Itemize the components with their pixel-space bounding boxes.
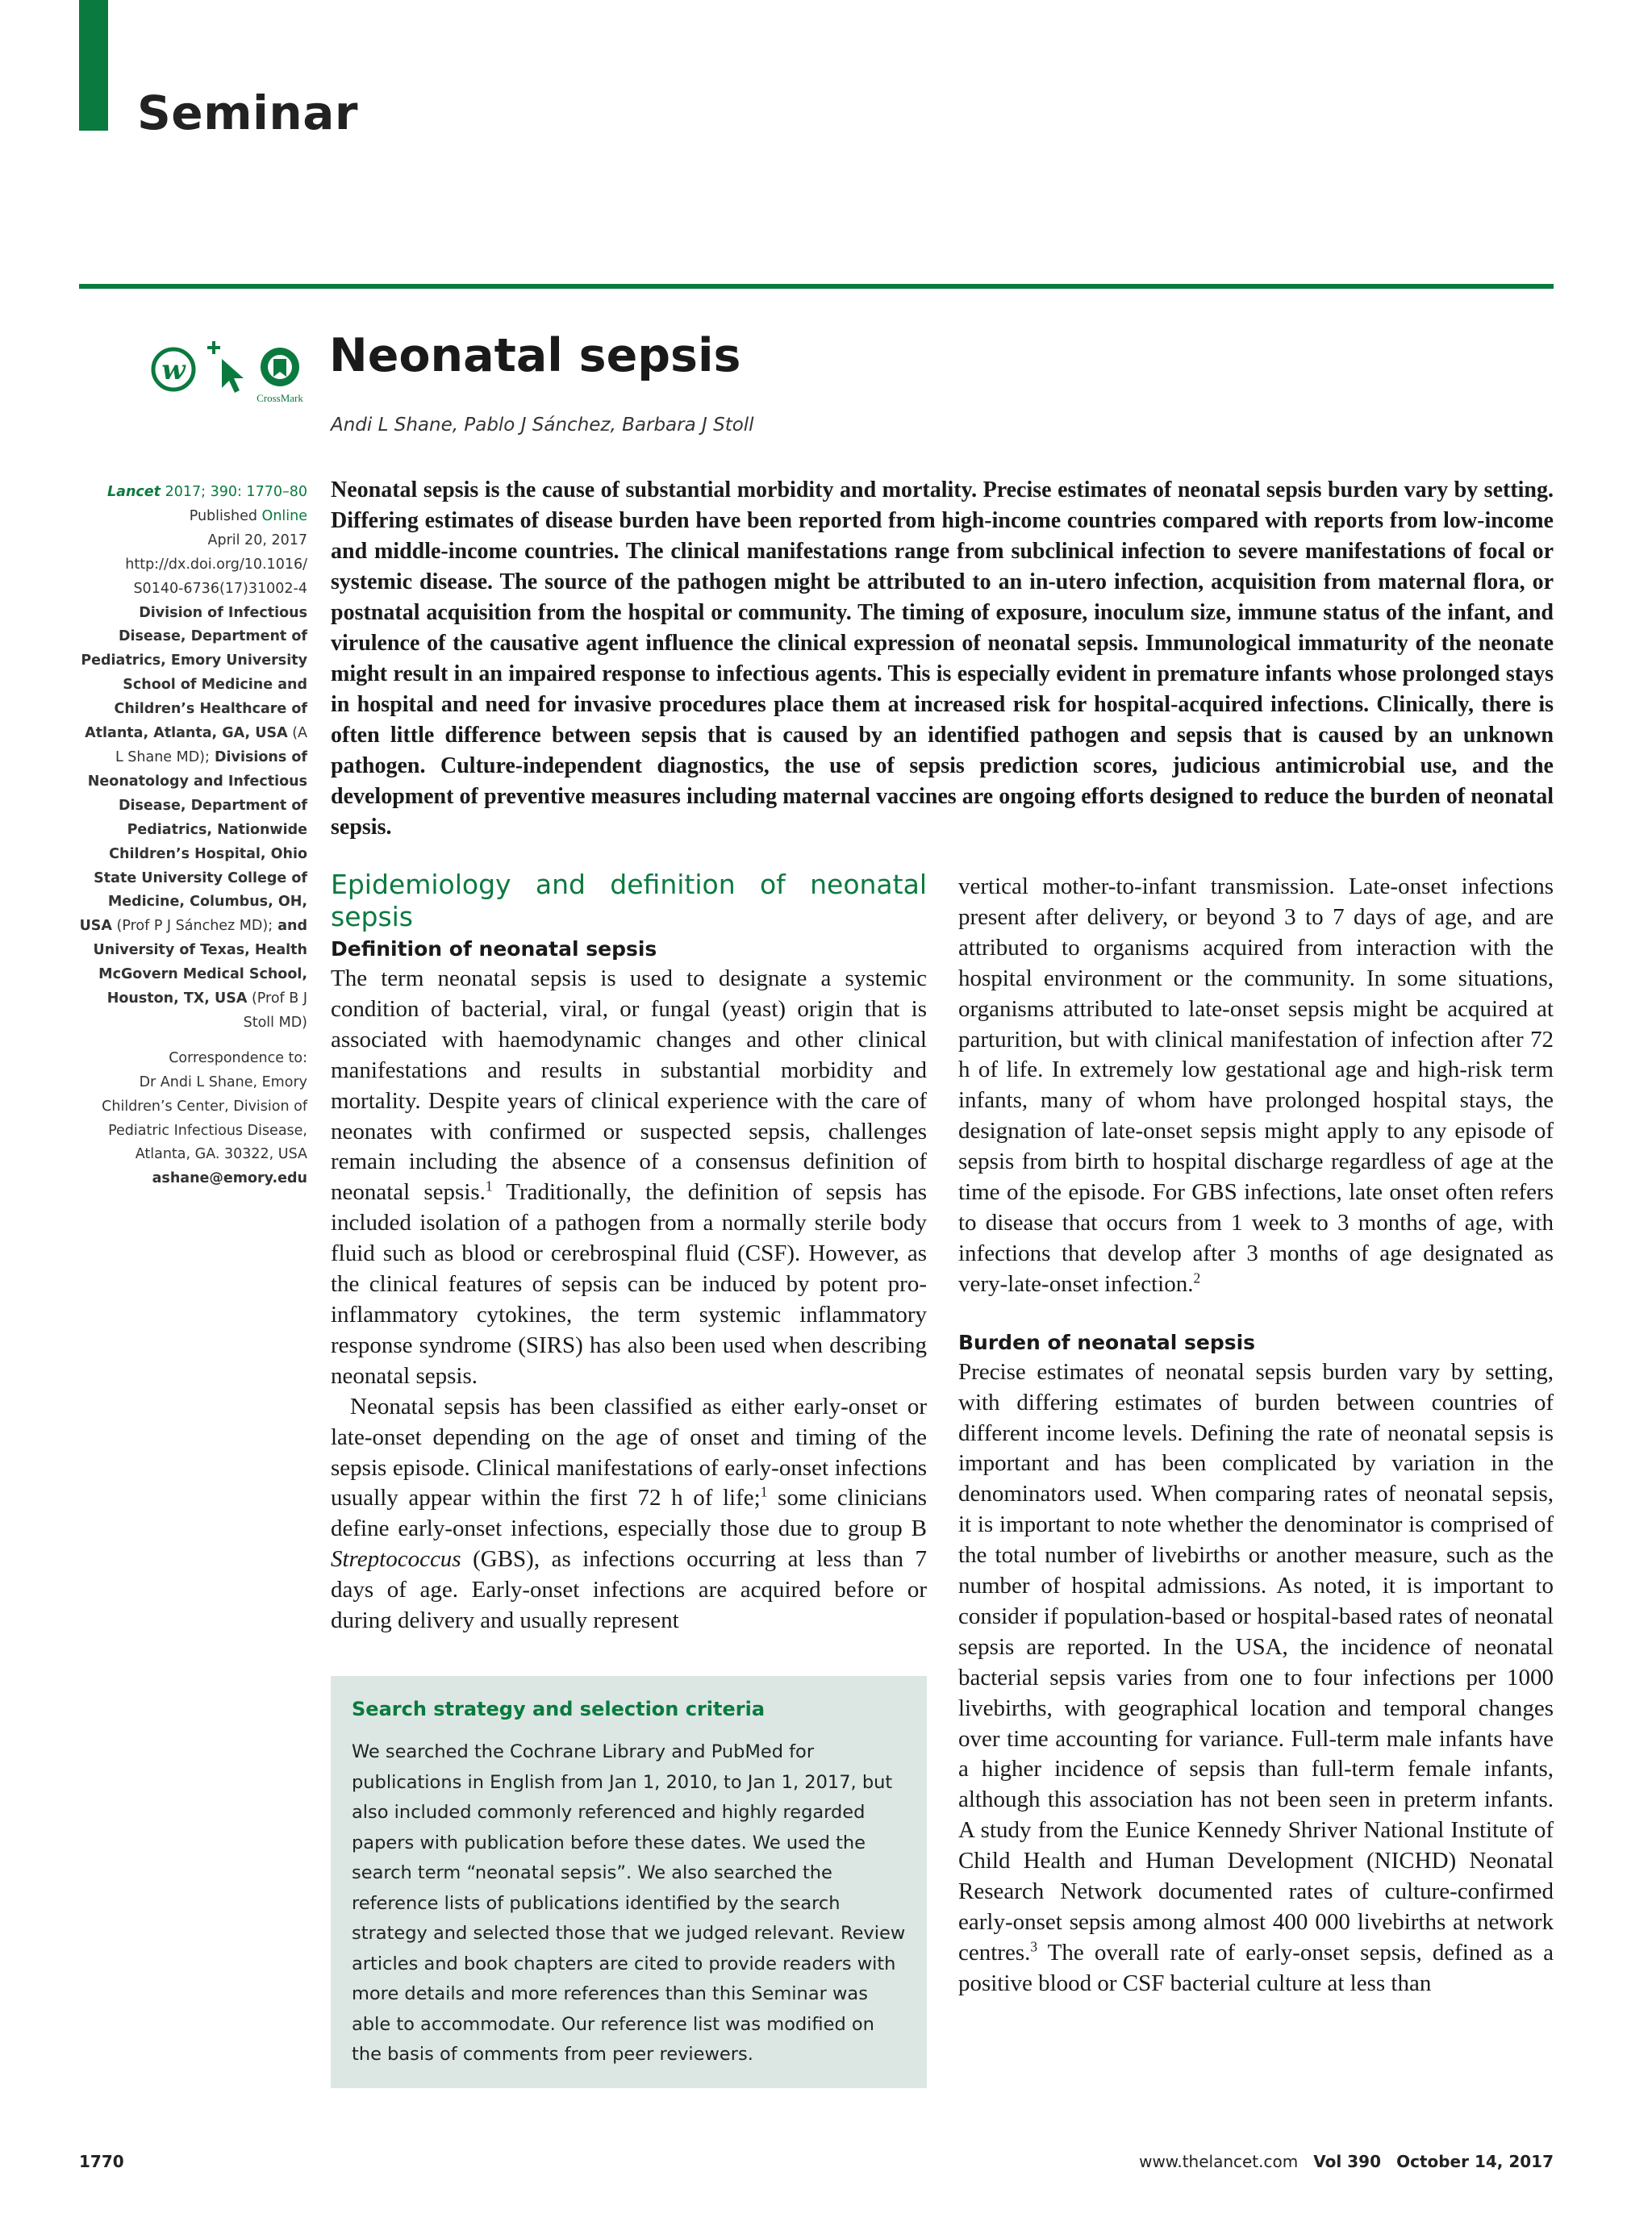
paragraph-classification: [331, 1392, 927, 1636]
italic-term: Streptococcus: [331, 1546, 461, 1573]
affiliation-2-person: (Prof P J Sánchez MD);: [111, 918, 273, 935]
crossmark-label: CrossMark: [257, 392, 303, 404]
text-run: (GBS), as infections occurring at less than 7 days of age. Early-onset infections are acquired before or during delivery and usually represent: [331, 1546, 927, 1634]
subheading-burden: Burden of neonatal sepsis: [958, 1330, 1256, 1354]
footer-volume: Vol 390: [1313, 2152, 1381, 2171]
section-color-bar: [79, 0, 108, 131]
paragraph-definition: [331, 964, 927, 1392]
panel-text: We searched the Cochrane Library and PubMed for publications in English from Jan 1, 2010, to Jan 1, 2017, but also included commonly referenced and highly regarded papers with publication before these dates. We used the search term “neonatal sepsis”. We also searched the reference lists of publications identified by the search strategy and selected those that we judged relevant. Review articles and book chapters are cited to provide readers with more details and more references than this Seminar was able to accommodate. Our reference list was modified on the basis of comments from peer reviewers.: [352, 1741, 906, 2065]
affiliation-1: Division of Infectious Disease, Department of Pediatrics, Emory University School of Medicine and Children’s Healthcare of Atlanta, Atlanta, GA, USA: [81, 604, 307, 742]
search-strategy-panel: [331, 1676, 927, 2088]
text-run: Traditionally, the definition of sepsis has included isolation of a pathogen from a normally sterile body fluid such as blood or cerebrospinal fluid (CSF). However, as the clinical features of sepsis can be induced by potent pro-inflammatory cytokines, the term systemic inflammatory response syndrome (SIRS) has also been used when describing neonatal sepsis.: [331, 1179, 928, 1389]
citation-line: [79, 481, 307, 505]
published-prefix: Published: [189, 507, 262, 524]
footer-date: October 14, 2017: [1396, 2152, 1554, 2171]
open-access-icon[interactable]: [153, 349, 194, 390]
doi-link-line1[interactable]: http://dx.doi.org/10.1016/: [125, 556, 307, 573]
article-icons: [149, 335, 315, 407]
text-run: Neonatal sepsis has been classified as either early-onset or late-onset depending on the age of onset and timing of the sepsis episode. Clinical manifestations of early-onset infections usually appear within the first 72 h of life;: [331, 1393, 927, 1511]
panel-title: Search strategy and selection criteria: [352, 1698, 766, 1720]
paragraph-burden: [958, 1357, 1554, 1999]
affiliations: [79, 602, 307, 1036]
crossmark-icon[interactable]: [257, 348, 303, 404]
text-run: The term neonatal sepsis is used to designate a systemic condition of bacterial, viral, or fungal (yeast) origin that is associated with haemodynamic changes and other clinical manifestations and results in substantial morbidity and mortality. Despite years of clinical experience with the care of neonates with confirmed or suspected sepsis, challenges remain including the absence of a consensus definition of neonatal sepsis.: [331, 965, 927, 1206]
text-run: vertical mother-to-infant transmission. Late-onset infections present after delivery, or beyond 3 to 7 days of age, and are attributed to organisms acquired from interaction with the hospital environment or the community. In some situations, organisms attributed to late-onset sepsis might be acquired at parturition, but with clinical manifestation of infection after 72 h of life. In extremely low gestational age and high-risk term infants, many of whom have prolonged hospital stays, the designation of late-onset sepsis might apply to any episode of sepsis from birth to hospital discharge regardless of age at the time of the episode. For GBS infections, late onset often refers to disease that occurs from 1 week to 3 months of age, with infections that develop after 3 months of age designated as very-late-onset infection.: [958, 873, 1554, 1297]
reference-1b[interactable]: 1: [760, 1483, 768, 1500]
svg-text:w: w: [161, 354, 186, 386]
paragraph-late-onset: [958, 872, 1554, 1300]
correspondence-text: Dr Andi L Shane, Emory Children’s Center, Division of Pediatric Infectious Disease, Atlanta, GA. 30322, USA: [102, 1074, 307, 1163]
reference-1[interactable]: 1: [485, 1178, 493, 1194]
sidebar-metadata: [79, 481, 307, 1191]
text-run: Precise estimates of neonatal sepsis burden vary by setting, with differing estimates of burden between countries of different income levels. Defining the rate of neonatal sepsis is important and has been complicated by variation in the denominators used. When comparing rates of neonatal sepsis, it is important to note whether the denominator is comprised of the total number of livebirths or another measure, such as the number of hospital admissions. As noted, it is important to consider if population-based or hospital-based rates of neonatal sepsis are reported. In the USA, the incidence of neonatal bacterial sepsis varies from one to four infections per 1000 livebirths, with geographical location and temporal changes over time accounting for variance. Full-term male infants have a higher incidence of sepsis than full-term female infants, although this association has not been seen in preterm infants. A study from the Eunice Kennedy Shriver National Institute of Child Health and Human Development (NICHD) Neonatal Research Network documented rates of culture-confirmed early-onset sepsis among almost 400 000 livebirths at network centres.: [958, 1358, 1554, 1966]
cursor-plus-icon[interactable]: [207, 341, 244, 393]
footer-site-link[interactable]: www.thelancet.com: [1139, 2152, 1299, 2171]
page-number: 1770: [79, 2152, 124, 2171]
doi-link-line2[interactable]: S0140-6736(17)31002-4: [133, 580, 307, 597]
article-title: Neonatal sepsis: [329, 329, 741, 382]
section-label: Seminar: [137, 85, 358, 140]
text-run: The overall rate of early-onset sepsis, defined as a positive blood or CSF bacterial culture at less than: [958, 1939, 1554, 1996]
correspondence-email[interactable]: ashane@emory.edu: [152, 1170, 307, 1187]
footer-citation: [1139, 2152, 1554, 2171]
affiliation-and: and: [273, 918, 307, 935]
section-heading: Epidemiology and definition of neonatal sepsis: [331, 869, 927, 932]
affiliation-3-person: (Prof B J Stoll MD): [243, 990, 307, 1031]
abstract: Neonatal sepsis is the cause of substantial morbidity and mortality. Precise estimates of neonatal sepsis burden vary by setting. Differing estimates of disease burden have been reported from high-income countries compared with reports from low-income and middle-income countries. The clinical manifestations range from subclinical infection to severe manifestations of focal or systemic disease. The source of the pathogen might be attributed to an in-utero infection, acquisition from maternal flora, or postnatal acquisition from the hospital or community. The timing of exposure, inoculum size, immune status of the infant, and virulence of the causative agent influence the clinical expression of neonatal sepsis. Immunological immaturity of the neonate might result in an impaired response to infectious agents. This is especially evident in premature infants whose prolonged stays in hospital and need for invasive procedures place them at increased risk for hospital-acquired infections. Clinically, there is often little difference between sepsis that is caused by an identified pathogen and sepsis that is caused by an unknown pathogen. Culture-independent diagnostics, the use of sepsis prediction scores, judicious antimicrobial use, and the development of preventive measures including maternal vaccines are ongoing efforts designed to reduce the burden of neonatal sepsis.: [331, 477, 1554, 840]
reference-3[interactable]: 3: [1030, 1938, 1038, 1955]
journal-name: Lancet: [106, 484, 161, 500]
body-column-right: [958, 872, 1554, 1999]
affiliation-2: Divisions of Neonatology and Infectious Disease, Department of Pediatrics, Nationwide Children’s Hospital, Ohio State University College of Medicine, Columbus, OH, USA: [79, 748, 307, 935]
affiliation-3: University of Texas, Health McGovern Medical School, Houston, TX, USA: [93, 942, 307, 1007]
published-online-link[interactable]: Online: [261, 507, 307, 524]
citation: 2017; 390: 1770–80: [161, 484, 307, 500]
correspondence-label: Correspondence to:: [169, 1049, 307, 1066]
header-rule: [79, 284, 1554, 289]
published-date: April 20, 2017: [207, 532, 307, 548]
reference-2[interactable]: 2: [1193, 1270, 1201, 1286]
article-authors: Andi L Shane, Pablo J Sánchez, Barbara J Stoll: [331, 415, 754, 436]
text-run: some clinicians define early-onset infections, especially those due to group B: [331, 1485, 927, 1542]
subheading-definition: Definition of neonatal sepsis: [331, 937, 657, 961]
correspondence: [79, 1047, 307, 1191]
affiliation-1-person: (A L Shane MD);: [115, 725, 307, 765]
body-column-left: [331, 869, 927, 1636]
published-line: [79, 505, 307, 529]
